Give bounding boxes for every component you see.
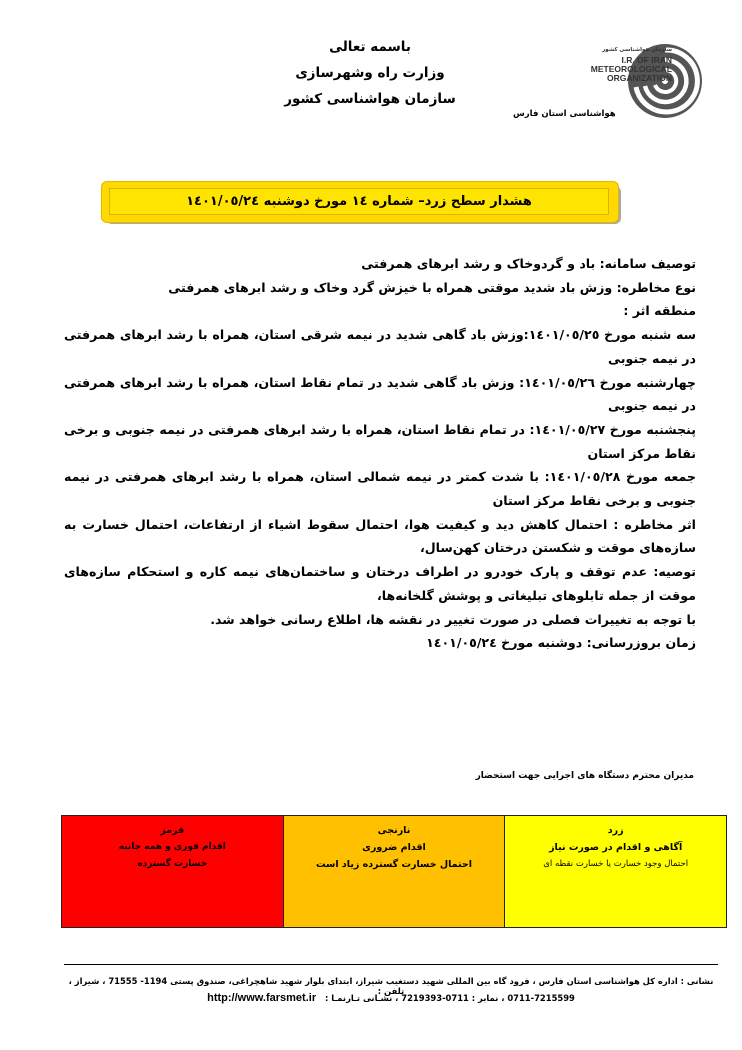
logo-fa-small: سازمان هواشناسی کشور — [602, 47, 672, 53]
level-orange-damage: احتمال خسارت گسترده زیاد است — [315, 859, 473, 870]
warning-title: هشدار سطح زرد– شماره ١٤ مورخ دوشنبه ١٤٠١/٠٥/٢٤ — [109, 188, 609, 215]
province-name: هواشناسی استان فارس — [513, 109, 616, 119]
hazard-type: نوع مخاطره: وزش باد شدید موقتی همراه با خیزش گرد وخاک و رشد ابرهای همرفتی — [168, 279, 696, 295]
forecast-day-2: چهارشنبه مورخ ١٤٠١/٠٥/٢٦: وزش باد گاهی شدید در تمام نقاط استان، همراه با رشد ابرهای همرفتی در نیمه جنوبی — [64, 374, 697, 414]
level-orange-name: نارنجی — [377, 825, 411, 836]
logo-en-line1: I.R. OF IRAN — [621, 55, 672, 65]
level-yellow-damage: احتمال وجود خسارت یا خسارت نقطه ای — [543, 859, 689, 869]
website-link[interactable]: http://www.farsmet.ir — [207, 992, 317, 1004]
addressee-line: مدیران محترم دستگاه های اجرایی جهت استحضار — [475, 771, 694, 781]
hazard-effects: اثر مخاطره : احتمال کاهش دید و کیفیت هوا، احتمال سقوط اشیاء از ارتفاعات، احتمال خسارت به سازه‌های موقت و شکستن درختان کهن‌سال، — [64, 516, 696, 556]
notice: با توجه به تغییرات فصلی در صورت تغییر در نقشه ها، اطلاع رسانی خواهد شد. — [210, 611, 696, 627]
warning-banner — [101, 181, 626, 229]
level-red — [62, 816, 283, 927]
forecast-day-4: جمعه مورخ ١٤٠١/٠٥/٢٨: با شدت کمتر در نیمه شمالی استان، همراه با رشد ابرهای همرفتی در نیمه جنوبی و برخی نقاط مرکز استان — [64, 469, 696, 509]
footer-phones: 0711-7215599 ، نمابر : 0711-7219393 ، نشـانی تـارنمـا : — [325, 993, 575, 1003]
forecast-day-3: پنجشنبه مورخ ١٤٠١/٠٥/٢٧: در تمام نقاط استان، همراه با رشد ابرهای همرفتی در نیمه جنوبی و برخی نقاط مرکز استان — [64, 421, 696, 461]
affected-area-heading: منطقه اثر : — [623, 303, 696, 319]
level-red-action: اقدام فوری و همه جانبه — [118, 842, 226, 852]
footer-contact — [64, 992, 718, 1004]
system-description: توصیف سامانه: باد و گردوخاک و رشد ابرهای همرفتی — [361, 256, 696, 271]
footer-divider — [64, 964, 718, 965]
level-orange-action: اقدام ضروری — [362, 842, 426, 853]
warning-levels-table — [61, 815, 727, 928]
logo-en-line2: METEOROLOGICAL — [590, 64, 672, 74]
recommendation: توصیه: عدم توقف و پارک خودرو در اطراف درختان و ساختمان‌های نیمه کاره و استحکام سازه‌های موقت از جمله تابلوهای تبلیغاتی و پوشش گلخانه‌ها، — [64, 564, 696, 603]
forecast-day-1: سه شنبه مورخ ١٤٠١/٠٥/٢٥:وزش باد گاهی شدید در نیمه شرقی استان، همراه با رشد ابرهای همرفتی در نیمه جنوبی — [64, 327, 696, 366]
warning-body — [64, 252, 696, 655]
level-yellow — [504, 816, 726, 927]
header-bismillah: باسمه تعالی — [329, 39, 411, 55]
level-yellow-action: آگاهی و اقدام در صورت نیاز — [549, 842, 683, 853]
header-ministry: وزارت راه وشهرسازی — [295, 65, 445, 81]
update-time: زمان بروزرسانی: دوشنبه مورخ ١٤٠١/٠٥/٢٤ — [426, 635, 696, 651]
level-red-name: قرمز — [160, 825, 185, 836]
logo-en-line3: ORGANIZATION — [606, 73, 672, 83]
level-yellow-name: زرد — [607, 825, 624, 836]
letter-header — [250, 34, 490, 112]
level-red-damage: خسارت گسترده — [137, 859, 208, 869]
header-organization: سازمان هواشناسی کشور — [284, 91, 456, 107]
footer-address: نشانی : اداره کل هواشناسی استان فارس ، فرود گاه بین المللی شهید دستغیب شیراز، ابتدای بلوار شهید شاهچراغی، صندوق پستی 1194- 71555 ، شیراز ، تلفن : — [68, 976, 714, 996]
level-orange — [283, 816, 505, 927]
